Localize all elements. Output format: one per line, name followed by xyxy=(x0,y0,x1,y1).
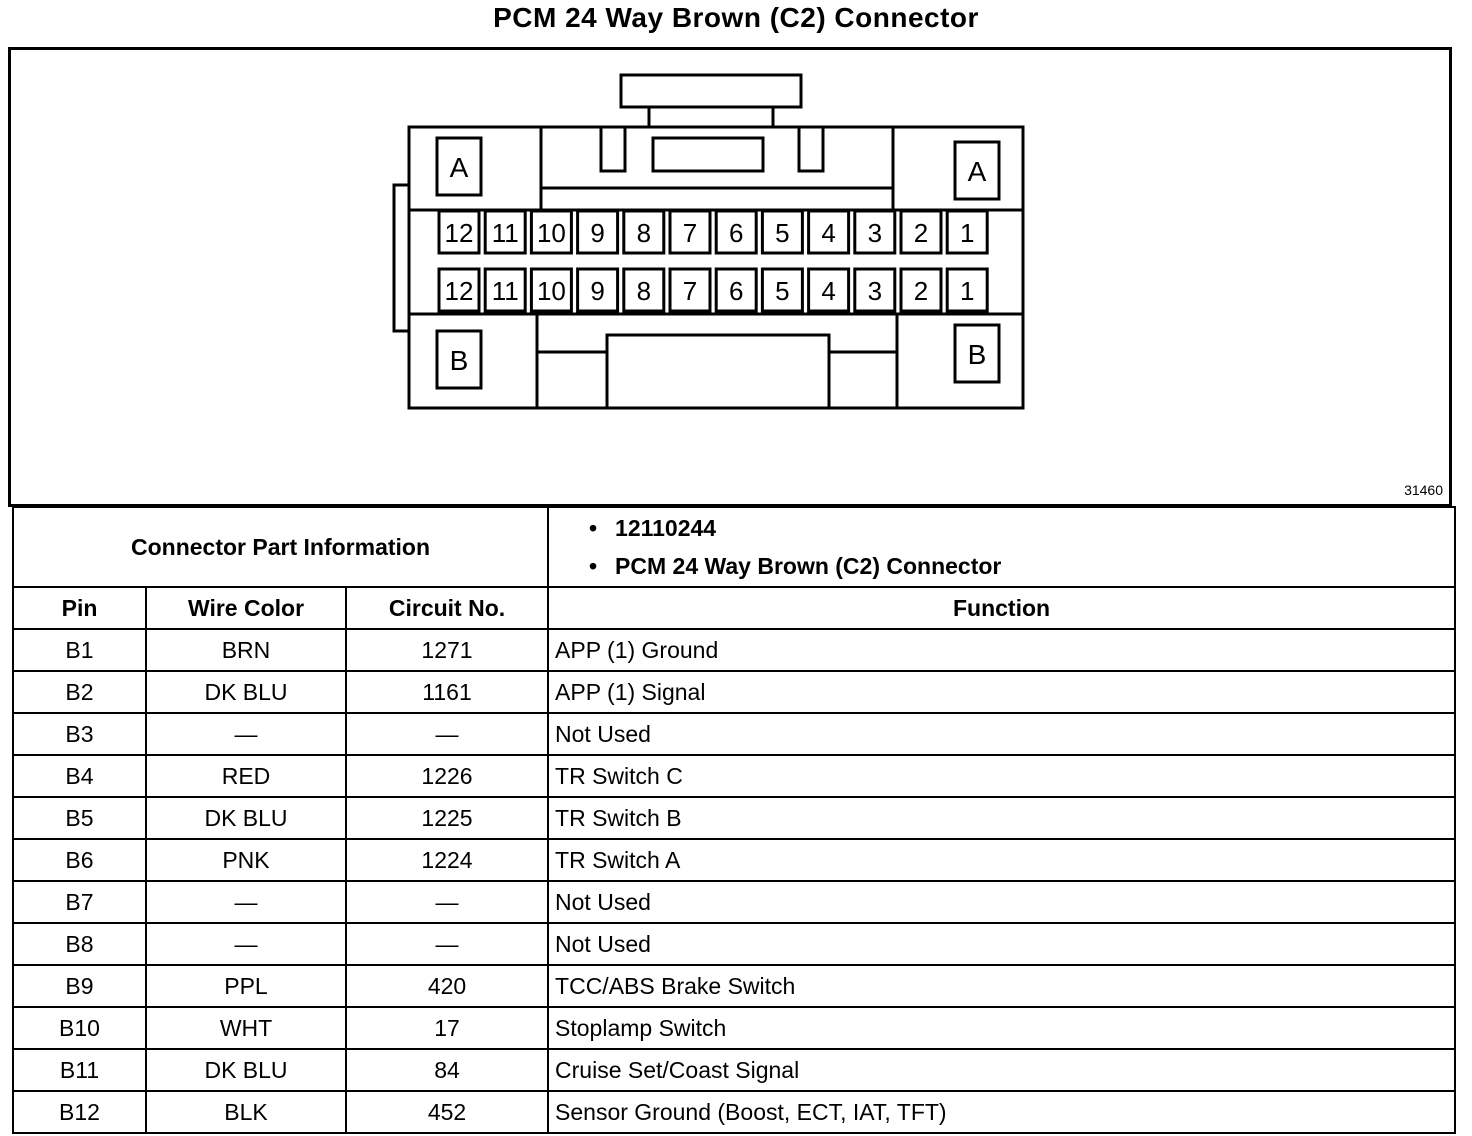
pin-number-b: 8 xyxy=(636,276,652,306)
table-row xyxy=(13,713,1455,755)
pin-cell: B3 xyxy=(13,713,146,755)
function-cell: TR Switch A xyxy=(548,839,1455,881)
pin-number-b: 9 xyxy=(590,276,605,306)
part-info-list xyxy=(548,507,1455,587)
pin-number-a: 6 xyxy=(728,218,744,248)
side-a-right-label: A xyxy=(967,156,987,187)
table-row xyxy=(13,755,1455,797)
pin-number-a: 5 xyxy=(775,218,790,248)
table-row xyxy=(13,1007,1455,1049)
pin-number-a: 12 xyxy=(444,218,474,248)
table-row xyxy=(13,1091,1455,1133)
pin-row-a xyxy=(439,211,987,253)
table-row xyxy=(13,881,1455,923)
pin-number-a: 10 xyxy=(536,218,566,248)
part-description: • PCM 24 Way Brown (C2) Connector xyxy=(589,547,1454,585)
pin-cell: B10 xyxy=(13,1007,146,1049)
side-key xyxy=(394,185,409,331)
circuit-cell: 1225 xyxy=(346,797,548,839)
function-cell: APP (1) Ground xyxy=(548,629,1455,671)
pin-cell: B9 xyxy=(13,965,146,1007)
pin-cell: B12 xyxy=(13,1091,146,1133)
pin-cell: B4 xyxy=(13,755,146,797)
pin-number-b: 11 xyxy=(491,276,519,306)
side-b-left-label: B xyxy=(449,345,469,376)
table-row xyxy=(13,923,1455,965)
wire-color-cell: BLK xyxy=(146,1091,346,1133)
circuit-cell: 84 xyxy=(346,1049,548,1091)
pin-number-b: 12 xyxy=(444,276,474,306)
latch-tab xyxy=(621,75,801,107)
wire-color-cell: — xyxy=(146,923,346,965)
pin-number-b: 5 xyxy=(775,276,790,306)
wire-color-cell: DK BLU xyxy=(146,671,346,713)
pin-number-a: 7 xyxy=(682,218,698,248)
pin-cell: B5 xyxy=(13,797,146,839)
connector-drawing xyxy=(11,50,1449,504)
function-cell: APP (1) Signal xyxy=(548,671,1455,713)
table-row xyxy=(13,671,1455,713)
col-header-wire-color: Wire Color xyxy=(146,587,346,629)
circuit-cell: 1224 xyxy=(346,839,548,881)
function-cell: TR Switch B xyxy=(548,797,1455,839)
circuit-cell: — xyxy=(346,881,548,923)
col-header-pin: Pin xyxy=(13,587,146,629)
wire-color-cell: — xyxy=(146,881,346,923)
part-info-row xyxy=(13,507,1455,587)
pin-cell: B2 xyxy=(13,671,146,713)
circuit-cell: 17 xyxy=(346,1007,548,1049)
pin-number-b: 2 xyxy=(913,276,929,306)
circuit-cell: — xyxy=(346,713,548,755)
pin-number-b: 6 xyxy=(728,276,744,306)
part-number: • 12110244 xyxy=(589,509,1454,547)
wire-color-cell: RED xyxy=(146,755,346,797)
wire-color-cell: WHT xyxy=(146,1007,346,1049)
pin-number-a: 1 xyxy=(959,218,975,248)
pin-cell: B7 xyxy=(13,881,146,923)
pin-number-b: 10 xyxy=(536,276,566,306)
pin-cell: B6 xyxy=(13,839,146,881)
table-row xyxy=(13,629,1455,671)
function-cell: Sensor Ground (Boost, ECT, IAT, TFT) xyxy=(548,1091,1455,1133)
side-b-right-label: B xyxy=(967,339,987,370)
wire-color-cell: DK BLU xyxy=(146,797,346,839)
circuit-cell: 452 xyxy=(346,1091,548,1133)
part-info-label: Connector Part Information xyxy=(13,507,548,587)
pin-cell: B8 xyxy=(13,923,146,965)
col-header-function: Function xyxy=(548,587,1455,629)
wire-color-cell: PNK xyxy=(146,839,346,881)
wire-color-cell: PPL xyxy=(146,965,346,1007)
pin-row-b xyxy=(439,269,987,311)
circuit-cell: 1161 xyxy=(346,671,548,713)
circuit-cell: 420 xyxy=(346,965,548,1007)
table-row xyxy=(13,839,1455,881)
figure-id: 31460 xyxy=(1404,482,1443,498)
pinout-table xyxy=(12,506,1456,1134)
wire-color-cell: DK BLU xyxy=(146,1049,346,1091)
pin-number-a: 9 xyxy=(590,218,605,248)
circuit-cell: — xyxy=(346,923,548,965)
pin-cell: B11 xyxy=(13,1049,146,1091)
pin-number-a: 2 xyxy=(913,218,929,248)
function-cell: Not Used xyxy=(548,923,1455,965)
page-title: PCM 24 Way Brown (C2) Connector xyxy=(493,2,979,33)
pin-cell: B1 xyxy=(13,629,146,671)
circuit-cell: 1226 xyxy=(346,755,548,797)
connector-figure xyxy=(8,47,1452,507)
function-cell: Cruise Set/Coast Signal xyxy=(548,1049,1455,1091)
function-cell: Stoplamp Switch xyxy=(548,1007,1455,1049)
header-row xyxy=(13,587,1455,629)
function-cell: TR Switch C xyxy=(548,755,1455,797)
col-header-circuit: Circuit No. xyxy=(346,587,548,629)
pin-number-a: 11 xyxy=(491,218,519,248)
pin-number-b: 7 xyxy=(682,276,698,306)
function-cell: Not Used xyxy=(548,713,1455,755)
pin-number-b: 3 xyxy=(867,276,883,306)
pin-number-a: 4 xyxy=(821,218,836,248)
pin-number-a: 8 xyxy=(636,218,652,248)
pin-number-b: 1 xyxy=(959,276,975,306)
wire-color-cell: BRN xyxy=(146,629,346,671)
table-row xyxy=(13,797,1455,839)
table-row xyxy=(13,965,1455,1007)
circuit-cell: 1271 xyxy=(346,629,548,671)
wire-color-cell: — xyxy=(146,713,346,755)
function-cell: Not Used xyxy=(548,881,1455,923)
table-row xyxy=(13,1049,1455,1091)
side-a-left-label: A xyxy=(449,152,469,183)
pin-number-b: 4 xyxy=(821,276,836,306)
function-cell: TCC/ABS Brake Switch xyxy=(548,965,1455,1007)
pin-number-a: 3 xyxy=(867,218,883,248)
